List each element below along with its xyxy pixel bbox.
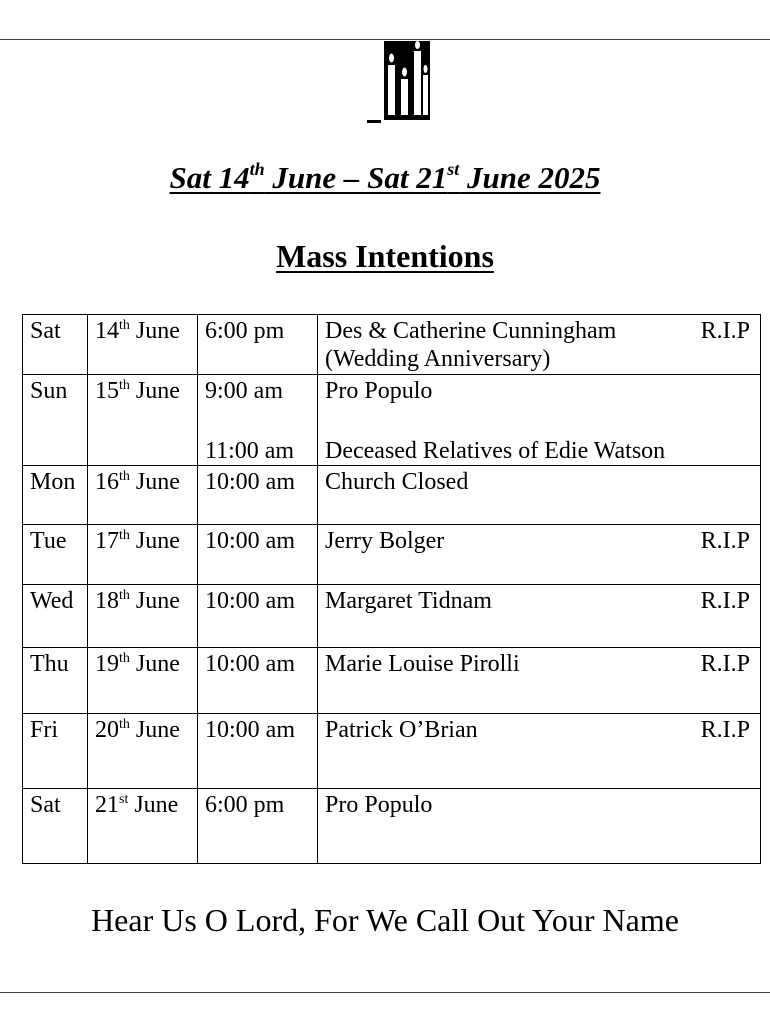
day-cell: Wed xyxy=(23,585,88,648)
date-cell: 19th June xyxy=(88,648,198,714)
day-cell: Mon xyxy=(23,466,88,525)
time-cell: 10:00 am xyxy=(198,525,318,585)
footer-prayer: Hear Us O Lord, For We Call Out Your Name xyxy=(91,902,679,938)
table-row xyxy=(23,466,761,525)
day-cell: Thu xyxy=(23,648,88,714)
bottom-divider xyxy=(0,992,770,993)
intention-cell: Pro Populo xyxy=(318,789,761,864)
intention-cell: Jerry Bolger R.I.P xyxy=(318,525,761,585)
candles-logo-icon xyxy=(366,41,432,127)
time-cell: 10:00 am xyxy=(198,714,318,789)
time-cell: 10:00 am xyxy=(198,648,318,714)
table-row xyxy=(23,714,761,789)
intention-cell: Margaret Tidnam R.I.P xyxy=(318,585,761,648)
date-cell: 20th June xyxy=(88,714,198,789)
top-divider xyxy=(0,39,770,40)
time-cell: 10:00 am xyxy=(198,466,318,525)
date-cell: 16th June xyxy=(88,466,198,525)
intention-cell: Patrick O’Brian R.I.P xyxy=(318,714,761,789)
date-cell: 18th June xyxy=(88,585,198,648)
time-cell: 6:00 pm xyxy=(198,789,318,864)
table-row xyxy=(23,648,761,714)
date-cell: 21st June xyxy=(88,789,198,864)
time-cell: 6:00 pm xyxy=(198,315,318,375)
day-cell: Sun xyxy=(23,375,88,466)
rip-label: R.I.P xyxy=(700,318,750,344)
table-row xyxy=(23,525,761,585)
intention-cell: Des & Catherine Cunningham (Wedding Anniversary) R.I.P xyxy=(318,315,761,375)
intention-cell: Marie Louise Pirolli R.I.P xyxy=(318,648,761,714)
day-cell: Sat xyxy=(23,789,88,864)
date-cell: 17th June xyxy=(88,525,198,585)
date-cell: 15th June xyxy=(88,375,198,466)
rip-label: R.I.P xyxy=(700,717,750,743)
rip-label: R.I.P xyxy=(700,588,750,614)
page-title: Mass Intentions xyxy=(276,238,494,274)
day-cell: Tue xyxy=(23,525,88,585)
date-range-heading: Sat 14th June – Sat 21st June 2025 xyxy=(169,159,601,195)
time-cell: 9:00 am 11:00 am xyxy=(198,375,318,466)
table-row xyxy=(23,375,761,466)
table-row xyxy=(23,585,761,648)
day-cell: Fri xyxy=(23,714,88,789)
intention-cell: Pro Populo Deceased Relatives of Edie Watson xyxy=(318,375,761,466)
rip-label: R.I.P xyxy=(700,651,750,677)
day-cell: Sat xyxy=(23,315,88,375)
time-cell: 10:00 am xyxy=(198,585,318,648)
rip-label: R.I.P xyxy=(700,528,750,554)
intention-cell: Church Closed xyxy=(318,466,761,525)
table-row xyxy=(23,315,761,375)
date-cell: 14th June xyxy=(88,315,198,375)
table-row xyxy=(23,789,761,864)
mass-intentions-table xyxy=(22,314,761,864)
